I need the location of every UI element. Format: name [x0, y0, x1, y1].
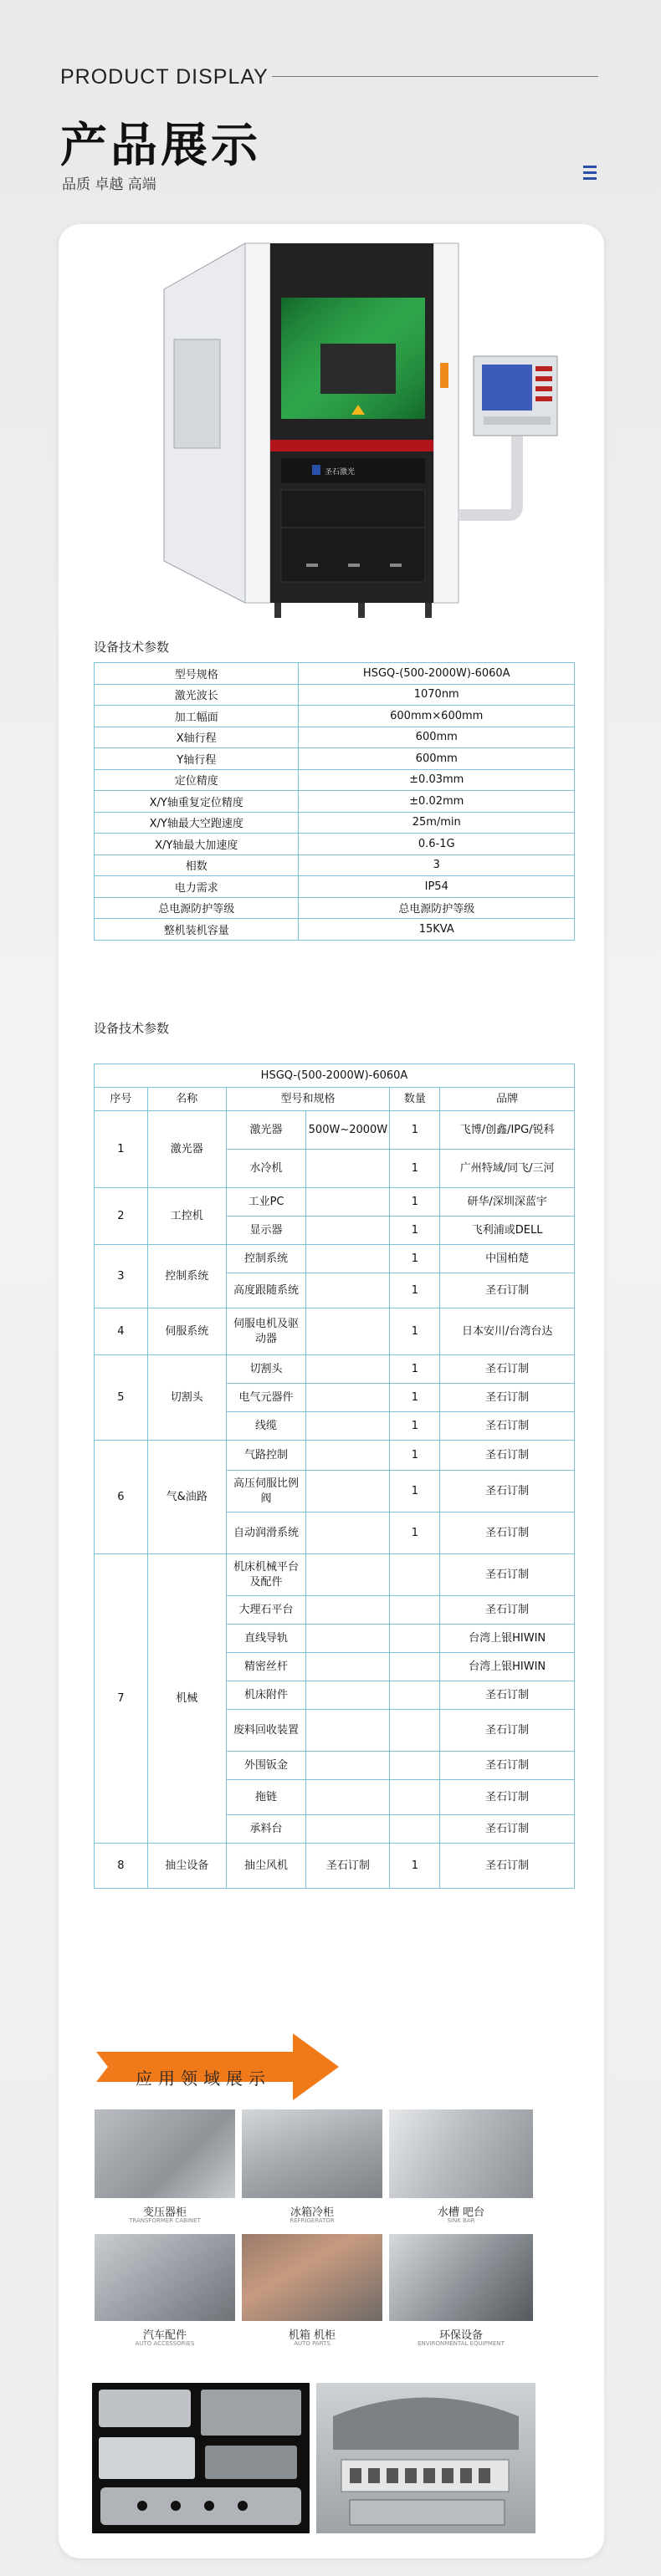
config-part-name: 拖链	[226, 1780, 306, 1815]
app-photo-sink	[389, 2109, 533, 2198]
config-header-row	[95, 1088, 575, 1111]
config-qty	[390, 1554, 440, 1596]
spec-key: 总电源防护等级	[95, 897, 299, 919]
config-brand: 研华/深圳深蓝宇	[440, 1188, 575, 1217]
config-spec	[306, 1554, 390, 1596]
cn-title: 产品展示	[60, 119, 261, 173]
config-spec	[306, 1596, 390, 1625]
config-brand: 圣石订制	[440, 1441, 575, 1471]
spec-value: 600mm	[299, 727, 575, 748]
config-group-name: 抽尘设备	[147, 1844, 226, 1889]
config-brand: 圣石订制	[440, 1815, 575, 1844]
config-part-name: 机床机械平台及配件	[226, 1554, 306, 1596]
config-qty	[390, 1653, 440, 1681]
spec-row	[95, 919, 575, 941]
config-brand: 圣石订制	[440, 1471, 575, 1512]
app-caption-en: ENVIRONMENTAL EQUIPMENT	[418, 2340, 505, 2347]
app-caption-en: AUTO PARTS	[294, 2340, 330, 2347]
config-brand: 广州特域/同飞/三河	[440, 1150, 575, 1188]
spec-value: 600mm×600mm	[299, 706, 575, 727]
config-group-name: 切割头	[147, 1355, 226, 1441]
config-spec	[306, 1471, 390, 1512]
config-part-name: 切割头	[226, 1355, 306, 1384]
config-row	[95, 1441, 575, 1471]
config-spec	[306, 1355, 390, 1384]
laser-machine-image	[157, 239, 592, 632]
config-group-no: 1	[95, 1111, 148, 1188]
spec-key: 型号规格	[95, 663, 299, 685]
config-part-name: 抽尘风机	[226, 1844, 306, 1889]
config-brand: 台湾上银HIWIN	[440, 1625, 575, 1653]
spec-value: 3	[299, 854, 575, 876]
spec-value: IP54	[299, 876, 575, 898]
config-group-no: 8	[95, 1844, 148, 1889]
config-row	[95, 1245, 575, 1273]
config-part-name: 废料回收装置	[226, 1710, 306, 1752]
col-header-name: 名称	[147, 1088, 226, 1111]
config-part-name: 外围钣金	[226, 1752, 306, 1780]
spec-value: 0.6-1G	[299, 834, 575, 855]
config-brand: 中国柏楚	[440, 1245, 575, 1273]
config-part-name: 激光器	[226, 1111, 306, 1150]
app-caption-en: SINK BAR	[447, 2217, 475, 2224]
config-qty: 1	[390, 1111, 440, 1150]
config-table	[94, 1064, 575, 1889]
config-spec: 圣石订制	[306, 1844, 390, 1889]
spec-section-label: 设备技术参数	[94, 640, 170, 655]
config-brand: 圣石订制	[440, 1512, 575, 1554]
spec-row	[95, 727, 575, 748]
config-brand: 圣石订制	[440, 1355, 575, 1384]
config-row	[95, 1355, 575, 1384]
config-part-name: 电气元器件	[226, 1384, 306, 1412]
spec-value: 1070nm	[299, 684, 575, 706]
spec-row	[95, 684, 575, 706]
spec-key: X/Y轴最大加速度	[95, 834, 299, 855]
config-qty	[390, 1596, 440, 1625]
config-part-name: 精密丝杆	[226, 1653, 306, 1681]
spec-value: 600mm	[299, 748, 575, 770]
config-spec	[306, 1653, 390, 1681]
config-part-name: 高度跟随系统	[226, 1273, 306, 1308]
config-group-no: 6	[95, 1441, 148, 1554]
config-qty: 1	[390, 1150, 440, 1188]
spec-row	[95, 706, 575, 727]
config-qty: 1	[390, 1308, 440, 1355]
config-qty: 1	[390, 1441, 440, 1471]
parts-collage-photo	[92, 2383, 310, 2533]
config-part-name: 高压伺服比例阀	[226, 1471, 306, 1512]
config-row	[95, 1308, 575, 1355]
config-brand: 圣石订制	[440, 1780, 575, 1815]
spec-key: 相数	[95, 854, 299, 876]
config-spec	[306, 1384, 390, 1412]
config-model-title: HSGQ-(500-2000W)-6060A	[95, 1064, 575, 1088]
config-spec	[306, 1512, 390, 1554]
config-part-name: 水冷机	[226, 1150, 306, 1188]
cn-subtitle: 品质 卓越 高端	[62, 176, 156, 193]
config-brand: 日本安川/台湾台达	[440, 1308, 575, 1355]
config-spec	[306, 1412, 390, 1441]
config-group-name: 气&油路	[147, 1441, 226, 1554]
spec-key: 整机装机容量	[95, 919, 299, 941]
spec-row	[95, 791, 575, 813]
config-qty: 1	[390, 1245, 440, 1273]
app-caption-en: TRANSFORMER CABINET	[129, 2217, 201, 2224]
config-group-name: 激光器	[147, 1111, 226, 1188]
config-brand: 圣石订制	[440, 1596, 575, 1625]
col-header-qty: 数量	[390, 1088, 440, 1111]
config-spec	[306, 1625, 390, 1653]
config-part-name: 工业PC	[226, 1188, 306, 1217]
spec-value: ±0.03mm	[299, 769, 575, 791]
spec-value: ±0.02mm	[299, 791, 575, 813]
config-part-name: 直线导轨	[226, 1625, 306, 1653]
config-group-name: 伺服系统	[147, 1308, 226, 1355]
metal-panels-photo	[316, 2383, 535, 2533]
config-brand: 圣石订制	[440, 1273, 575, 1308]
config-qty: 1	[390, 1844, 440, 1889]
config-part-name: 大理石平台	[226, 1596, 306, 1625]
app-caption: 变压器柜	[142, 2206, 187, 2219]
application-banner-text: 应用领域展示	[136, 2068, 271, 2089]
config-row	[95, 1111, 575, 1150]
spec-row	[95, 748, 575, 770]
config-spec	[306, 1681, 390, 1710]
config-brand: 圣石订制	[440, 1554, 575, 1596]
spec-key: 激光波长	[95, 684, 299, 706]
config-brand: 飞博/创鑫/IPG/锐科	[440, 1111, 575, 1150]
config-qty: 1	[390, 1412, 440, 1441]
config-part-name: 显示器	[226, 1217, 306, 1245]
app-caption-en: AUTO ACCESSORIES	[135, 2340, 195, 2347]
config-part-name: 控制系统	[226, 1245, 306, 1273]
machine-brand-text: 圣石激光	[325, 468, 356, 477]
config-group-no: 3	[95, 1245, 148, 1308]
spec-key: Y轴行程	[95, 748, 299, 770]
spec-value: 总电源防护等级	[299, 897, 575, 919]
config-spec	[306, 1150, 390, 1188]
app-photo-refrigerator	[242, 2109, 382, 2198]
config-qty: 1	[390, 1273, 440, 1308]
app-photo-auto-parts	[95, 2234, 235, 2321]
spec-key: 定位精度	[95, 769, 299, 791]
config-brand: 圣石订制	[440, 1681, 575, 1710]
config-spec	[306, 1710, 390, 1752]
config-brand: 圣石订制	[440, 1752, 575, 1780]
config-spec	[306, 1188, 390, 1217]
app-caption: 冰箱冷柜	[290, 2206, 334, 2219]
config-group-no: 7	[95, 1554, 148, 1844]
app-caption: 水槽 吧台	[437, 2206, 485, 2219]
config-spec	[306, 1217, 390, 1245]
config-part-name: 自动润滑系统	[226, 1512, 306, 1554]
spec-row	[95, 897, 575, 919]
config-qty	[390, 1625, 440, 1653]
spec-row	[95, 854, 575, 876]
spec-row	[95, 769, 575, 791]
config-brand: 圣石订制	[440, 1844, 575, 1889]
config-brand: 台湾上银HIWIN	[440, 1653, 575, 1681]
spec-row	[95, 834, 575, 855]
config-group-no: 2	[95, 1188, 148, 1245]
config-spec	[306, 1245, 390, 1273]
config-qty: 1	[390, 1217, 440, 1245]
spec-value: 25m/min	[299, 812, 575, 834]
spec-key: X/Y轴最大空跑速度	[95, 812, 299, 834]
config-row	[95, 1554, 575, 1596]
app-photo-transformer	[95, 2109, 235, 2198]
app-photo-environmental	[389, 2234, 533, 2321]
config-qty	[390, 1752, 440, 1780]
spec-key: 加工幅面	[95, 706, 299, 727]
config-group-name: 控制系统	[147, 1245, 226, 1308]
spec-key: X轴行程	[95, 727, 299, 748]
spec-value: 15KVA	[299, 919, 575, 941]
config-group-no: 5	[95, 1355, 148, 1441]
config-spec	[306, 1815, 390, 1844]
config-group-name: 机械	[147, 1554, 226, 1844]
config-qty	[390, 1780, 440, 1815]
spec-table	[94, 662, 575, 941]
config-qty: 1	[390, 1188, 440, 1217]
en-title: PRODUCT DISPLAY	[60, 65, 269, 89]
spec-value: HSGQ-(500-2000W)-6060A	[299, 663, 575, 685]
config-group-no: 4	[95, 1308, 148, 1355]
col-header-brand: 品牌	[440, 1088, 575, 1111]
spec-key: X/Y轴重复定位精度	[95, 791, 299, 813]
config-section-label: 设备技术参数	[94, 1021, 170, 1036]
spec-row	[95, 663, 575, 685]
config-qty: 1	[390, 1355, 440, 1384]
app-caption: 汽车配件	[142, 2329, 187, 2342]
config-qty	[390, 1815, 440, 1844]
config-qty: 1	[390, 1512, 440, 1554]
config-qty: 1	[390, 1471, 440, 1512]
spec-key: 电力需求	[95, 876, 299, 898]
app-caption: 机箱 机柜	[288, 2329, 336, 2342]
config-part-name: 伺服电机及驱动器	[226, 1308, 306, 1355]
config-spec	[306, 1308, 390, 1355]
col-header-no: 序号	[95, 1088, 148, 1111]
config-model-row	[95, 1064, 575, 1088]
col-header-spec: 型号和规格	[226, 1088, 390, 1111]
spec-row	[95, 876, 575, 898]
app-photo-cabinet	[242, 2234, 382, 2321]
config-part-name: 机床附件	[226, 1681, 306, 1710]
app-caption-en: REFRIGERATOR	[290, 2217, 335, 2224]
config-qty	[390, 1710, 440, 1752]
config-part-name: 线缆	[226, 1412, 306, 1441]
app-caption: 环保设备	[438, 2329, 483, 2342]
config-brand: 圣石订制	[440, 1384, 575, 1412]
config-part-name: 承料台	[226, 1815, 306, 1844]
menu-icon[interactable]	[583, 166, 597, 181]
spec-row	[95, 812, 575, 834]
config-brand: 圣石订制	[440, 1710, 575, 1752]
config-row	[95, 1188, 575, 1217]
config-brand: 圣石订制	[440, 1412, 575, 1441]
config-group-name: 工控机	[147, 1188, 226, 1245]
header-divider-line	[272, 76, 598, 77]
config-part-name: 气路控制	[226, 1441, 306, 1471]
config-spec	[306, 1441, 390, 1471]
config-spec	[306, 1752, 390, 1780]
config-brand: 飞利浦或DELL	[440, 1217, 575, 1245]
config-row	[95, 1844, 575, 1889]
config-qty	[390, 1681, 440, 1710]
config-spec: 500W~2000W	[306, 1111, 390, 1150]
config-spec	[306, 1273, 390, 1308]
config-qty: 1	[390, 1384, 440, 1412]
config-spec	[306, 1780, 390, 1815]
